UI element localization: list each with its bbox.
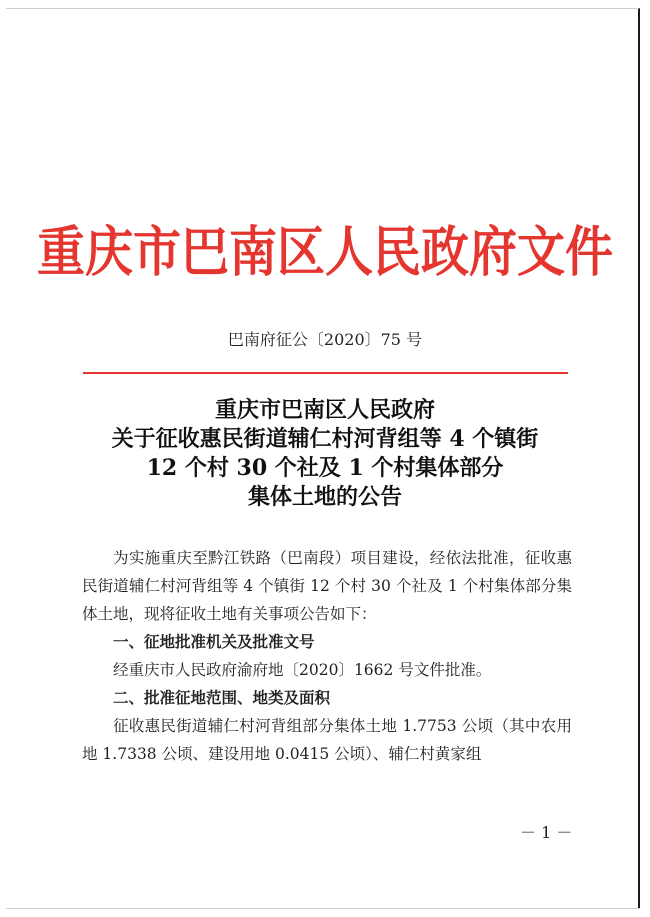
intro-paragraph: 为实施重庆至黔江铁路（巴南段）项目建设，经依法批准，征收惠民街道辅仁村河背组等 4 个镇街 12 个村 30 个社及 1 个村集体部分集体土地，现将征收土地有关事项公告如下： (82, 549, 572, 623)
document-number: 巴南府征公〔2020〕75 号 (227, 330, 423, 349)
document-body (82, 544, 572, 768)
notice-title (0, 396, 650, 512)
notice-title-line: 集体土地的公告 (247, 484, 402, 510)
page-number: － 1 － (520, 823, 573, 842)
notice-title-line: 关于征收惠民街道辅仁村河背组等 4 个镇街 (111, 426, 539, 452)
document-header-title: 重庆市巴南区人民政府文件 (36, 221, 613, 284)
section-heading: 二、批准征地范围、地类及面积 (113, 689, 331, 707)
red-separator-line (83, 372, 568, 374)
section-heading: 一、征地批准机关及批准文号 (113, 633, 315, 651)
page-bottom-edge (6, 908, 640, 909)
notice-title-line: 12 个村 30 个社及 1 个村集体部分 (146, 455, 504, 481)
notice-title-line: 重庆市巴南区人民政府 (214, 397, 435, 423)
section-paragraph: 经重庆市人民政府渝府地〔2020〕1662 号文件批准。 (113, 661, 492, 679)
section-paragraph: 征收惠民街道辅仁村河背组部分集体土地 1.7753 公顷（其中农用地 1.7338 公顷、建设用地 0.0415 公顷）、辅仁村黄家组 (82, 717, 572, 763)
